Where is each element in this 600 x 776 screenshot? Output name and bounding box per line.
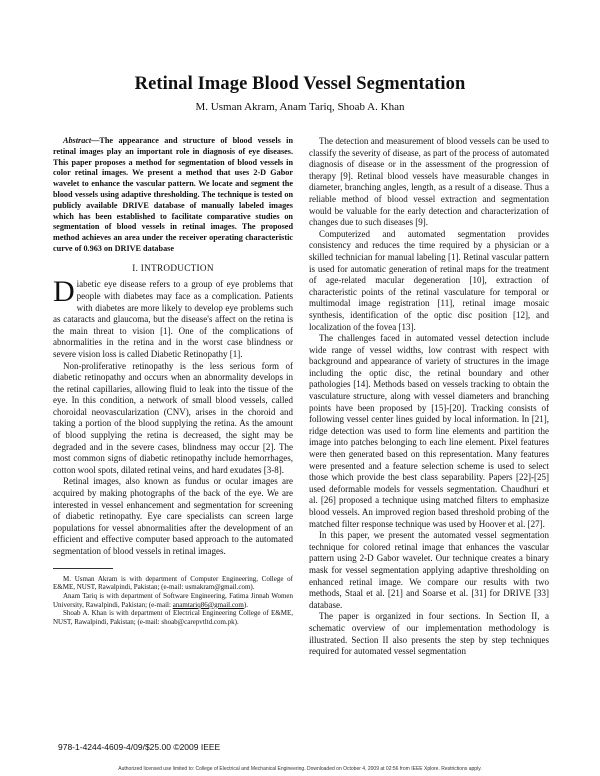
author-list: M. Usman Akram, Anam Tariq, Shoab A. Khan (195, 101, 405, 113)
abstract (53, 136, 293, 255)
intro-paragraph-1 (53, 275, 293, 360)
copyright-notice: 978-1-4244-4609-4/09/$25.00 ©2009 IEEE (58, 742, 221, 752)
right-paragraph-2: Computerized and automated segmentation provides consistency and reduces the time required by a physician or a skilled technician for manual labeling [1]. Retinal vascular pattern is used for automatic generation of retinal maps for the treatment of age-related macular degeneration [10], extraction of characteristic points of the retinal vasculature for temporal or multimodal image registration [11], retinal image mosaic synthesis, identification of the optic disc position [12], and localization of the fovea [13]. (309, 228, 549, 332)
author-2-email-link[interactable]: anamtariq86@gmail.com (172, 600, 244, 609)
right-column (309, 136, 549, 658)
footnote-author-2-text: Anam Tariq is with department of Software Engineering, Fatima Jinnah Women University, Rawalpindi, Pakistan; (e-mail: (53, 592, 293, 609)
drop-cap: D (53, 275, 75, 309)
intro-paragraph-1-text: iabetic eye disease refers to a group of eye problems that people with diabetes may face as a complication. Patients with diabetes are more likely to develop eye problems such as cataracts and glaucoma, but the disease's affect on the retina is the main threat to vision [1]. One of the complications of abnormalities in the retina and in the worst case blindness or severe vision loss is called Diabetic Retinopathy [1]. (53, 279, 293, 359)
footnote-author-2-end: ). (243, 600, 248, 609)
footnote-author-3: Shoab A. Khan is with department of Electrical Engineering College of E&ME, NUST, Rawalpindi, Pakistan; (e-mail: shoab@carepvtltd.com.pk). (53, 609, 293, 627)
right-paragraph-3: The challenges faced in automated vessel detection include wide range of vessel widths, low contrast with respect with background and appearance of variety of structures in the image including the optic disc, the retinal boundary and other pathologies [14]. Methods based on vessels tracking to obtain the vasculature structure, along with vessel diameters and branching points have been proposed by [15]-[20]. Tracking consists of following vessel center lines guided by local information. In [21], ridge detection was used to form line elements and partition the image into patches belonging to each line element. Pixel features were then generated based on this representation. Many features were presented and a feature selection scheme is used to select those which provide the best class separability. Papers [22]-[25] used deformable models for vessels segmentation. Chaudhuri et al. [26] proposed a technique using matched filters to emphasize blood vessels. An improved region based threshold probing of the matched filter response technique was used by Hoover et al. [27]. (309, 333, 549, 529)
abstract-text: —The appearance and structure of blood vessels in retinal images play an important role in diagnosis of eye diseases. This paper proposes a method for segmentation of blood vessels in color retinal images. We present a method that uses 2-D Gabor wavelet to enhance the vascular pattern. We locate and segment the blood vessels using adaptive thresholding. The technique is tested on publicly available DRIVE database of manually labeled images which has been established to facilitate comparative studies on segmentation of blood vessels in retinal images. The proposed method achieves an area under the receiver operating characteristic curve of 0.963 on DRIVE database (53, 136, 293, 253)
license-footer: Authorized licensed use limited to: College of Electrical and Mechanical Engineering. Downloaded on October 4, 2009 at 02:56 from IEEE Xplore. Restrictions apply. (118, 766, 482, 772)
footnote-divider (53, 568, 113, 569)
abstract-label: Abstract (63, 136, 92, 145)
right-paragraph-4: In this paper, we present the automated vessel segmentation technique for colored retinal image that enhances the vascular pattern using 2-D Gabor wavelet. Our technique creates a binary mask for vessel segmentation applying adaptive thresholding on enhanced retinal image. We compare our results with two methods, Staal et al. [21] and Soarse et al. [31] for DRIVE [33] database. (309, 530, 549, 610)
intro-paragraph-3: Retinal images, also known as fundus or ocular images are acquired by making photographs of the back of the eye. We are interested in vessel enhancement and segmentation for screening of diabetic retinopathy. Eye care specialists can screen large populations for vessel abnormalities after the development of an efficient and effective computer based approach to the automated segmentation of blood vessels in retinal images. (53, 476, 293, 557)
footnote-author-2 (53, 592, 293, 609)
right-paragraph-5: The paper is organized in four sections. In Section II, a schematic overview of our implementation methodology is illustrated. Section II also presents the step by step techniques required for automated vessel segmentation (309, 611, 549, 657)
left-column (53, 136, 293, 627)
intro-paragraph-2: Non-proliferative retinopathy is the less serious form of diabetic retinopathy and occurs when an abnormality develops in the retinal capillaries, allowing fluid to leak into the tissue of the eye. In this condition, a network of small blood vessels, called choroidal neovascularization (CNV), arises in the choroid and taking a portion of the blood supplying the retina. As the amount of blood supplying the retina is decreased, the sight may be degraded and in the severe cases, blindness may occur [2]. The most common signs of diabetic retinopathy include hemorrhages, cotton wool spots, dilated retinal veins, and hard exudates [3-8]. (53, 360, 293, 475)
footnote-author-1: M. Usman Akram is with department of Computer Engineering, College of E&ME, NUST, Rawalpindi, Pakistan; (e-mail: usmakram@gmail.com). (53, 574, 293, 592)
paper-title: Retinal Image Blood Vessel Segmentation (134, 74, 466, 94)
section-heading-introduction: I. INTRODUCTION (132, 262, 214, 273)
right-paragraph-1: The detection and measurement of blood vessels can be used to classify the severity of disease, as part of the process of automated diagnosis of disease or in the assessment of the progression of therapy [9]. Retinal blood vessels have measurable changes in diameter, branching angles, length, as a result of a disease. Thus a reliable method of blood vessel extraction and segmentation would be valuable for the early detection and characterization of changes due to such diseases [9]. (309, 136, 549, 228)
